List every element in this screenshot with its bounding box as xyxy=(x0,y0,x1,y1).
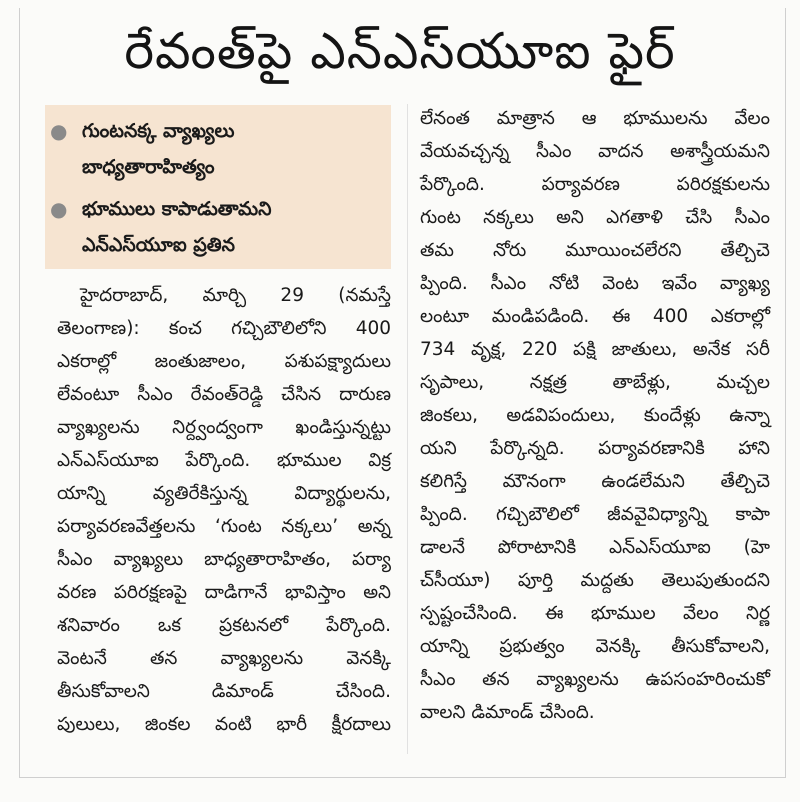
highlight-line: బాధ్యతారాహిత్యం xyxy=(82,156,215,178)
body-line: ఎకరాల్లో జంతుజాలం, పశుపక్ష్యాదులు xyxy=(57,351,391,372)
bullet-icon: ● xyxy=(50,197,68,221)
body-line: ప్పింది. గచ్చిబౌలిలో జీవవైవిధ్యాన్ని కాపా xyxy=(420,504,770,525)
body-line: యాన్ని వ్యతిరేకిస్తున్న విద్యార్థులను, xyxy=(57,483,391,504)
body-line: స్పష్టంచేసింది. ఈ భూముల వేలం నిర్ణ xyxy=(420,603,770,624)
body-line: ప్పింది. సీఎం నోటి వెంట ఇవేం వ్యాఖ్య xyxy=(420,273,770,294)
body-line: లేవంటూ సీఎం రేవంత్‌రెడ్డి చేసిన దారుణ xyxy=(57,384,391,405)
highlight-line: ఎన్‌ఎస్‌యూఐ ప్రతిన xyxy=(82,234,235,256)
body-line: చ్‌సీయూ) పూర్తి మద్దతు తెలుపుతుందని xyxy=(420,570,770,591)
body-line: పర్యావరణవేత్తలను ‘గుంట నక్కలు’ అన్న xyxy=(57,516,391,537)
body-line: వ్యాఖ్యలను నిర్ద్వంద్వంగా ఖండిస్తున్నట్టు xyxy=(57,417,391,438)
body-line: శనివారం ఒక ప్రకటనలో పేర్కొంది. xyxy=(57,615,391,636)
body-line: తీసుకోవాలని డిమాండ్ చేసింది. xyxy=(57,681,391,702)
body-line: 734 వృక్ష, 220 పక్షి జాతులు, అనేక సరీ xyxy=(420,339,770,360)
body-line: హైదరాబాద్, మార్చి 29 (నమస్తే xyxy=(80,285,391,306)
highlight-line: భూములు కాపాడుతామని xyxy=(82,198,272,220)
highlight-line: గుంటనక్క వ్యాఖ్యలు xyxy=(82,120,235,142)
body-line: తెలంగాణ): కంచ గచ్చిబౌలిలోని 400 xyxy=(57,318,391,339)
body-line: ఎన్‌ఎస్‌యూఐ పేర్కొంది. భూముల విక్ర xyxy=(57,450,391,471)
body-line: లంటూ మండిపడింది. ఈ 400 ఎకరాల్లో xyxy=(420,306,770,327)
body-line: వేయవచ్చన్న సీఎం వాదన అశాస్త్రీయమని xyxy=(420,141,770,162)
body-line: లేనంత మాత్రాన ఆ భూములను వేలం xyxy=(420,108,770,129)
body-line: జింకలు, అడవిపందులు, కుందేళ్లు ఉన్నా xyxy=(420,405,770,426)
body-line: సృపాలు, నక్షత్ర తాబేళ్లు, మచ్చల xyxy=(420,372,770,393)
body-line: సీఎం తన వ్యాఖ్యలను ఉపసంహరించుకో xyxy=(420,669,770,690)
body-line: కలిగిస్తే మౌనంగా ఉండలేమని తేల్చిచె xyxy=(420,471,770,492)
bullet-icon: ● xyxy=(50,119,68,143)
body-line: సీఎం వ్యాఖ్యలు బాధ్యతారాహితం, పర్యా xyxy=(57,549,391,570)
column-divider xyxy=(407,104,408,754)
body-line: పేర్కొంది. పర్యావరణ పరిరక్షకులను xyxy=(420,174,770,195)
body-line: గుంట నక్కలు అని ఎగతాళి చేసి సీఎం xyxy=(420,207,770,228)
body-line: వరణ పరిరక్షణపై దాడిగానే భావిస్తాం అని xyxy=(57,582,391,603)
body-line: తమ నోరు మూయించలేరని తేల్చిచె xyxy=(420,240,770,261)
body-line: వెంటనే తన వ్యాఖ్యలను వెనక్కి xyxy=(57,648,391,669)
body-line: యాన్ని ప్రభుత్వం వెనక్కి తీసుకోవాలని, xyxy=(420,636,770,657)
body-line: యని పేర్కొన్నది. పర్యావరణానికి హాని xyxy=(420,438,770,459)
body-line: పులులు, జింకల వంటి భారీ క్షీరదాలు xyxy=(57,714,391,735)
body-line: వాలని డిమాండ్ చేసింది. xyxy=(420,702,595,723)
body-line: డాలనే పోరాటానికి ఎన్‌ఎస్‌యూఐ (హె xyxy=(420,537,770,558)
headline: రేవంత్‌పై ఎన్‌ఎస్‌యూఐ ఫైర్ xyxy=(124,22,676,80)
